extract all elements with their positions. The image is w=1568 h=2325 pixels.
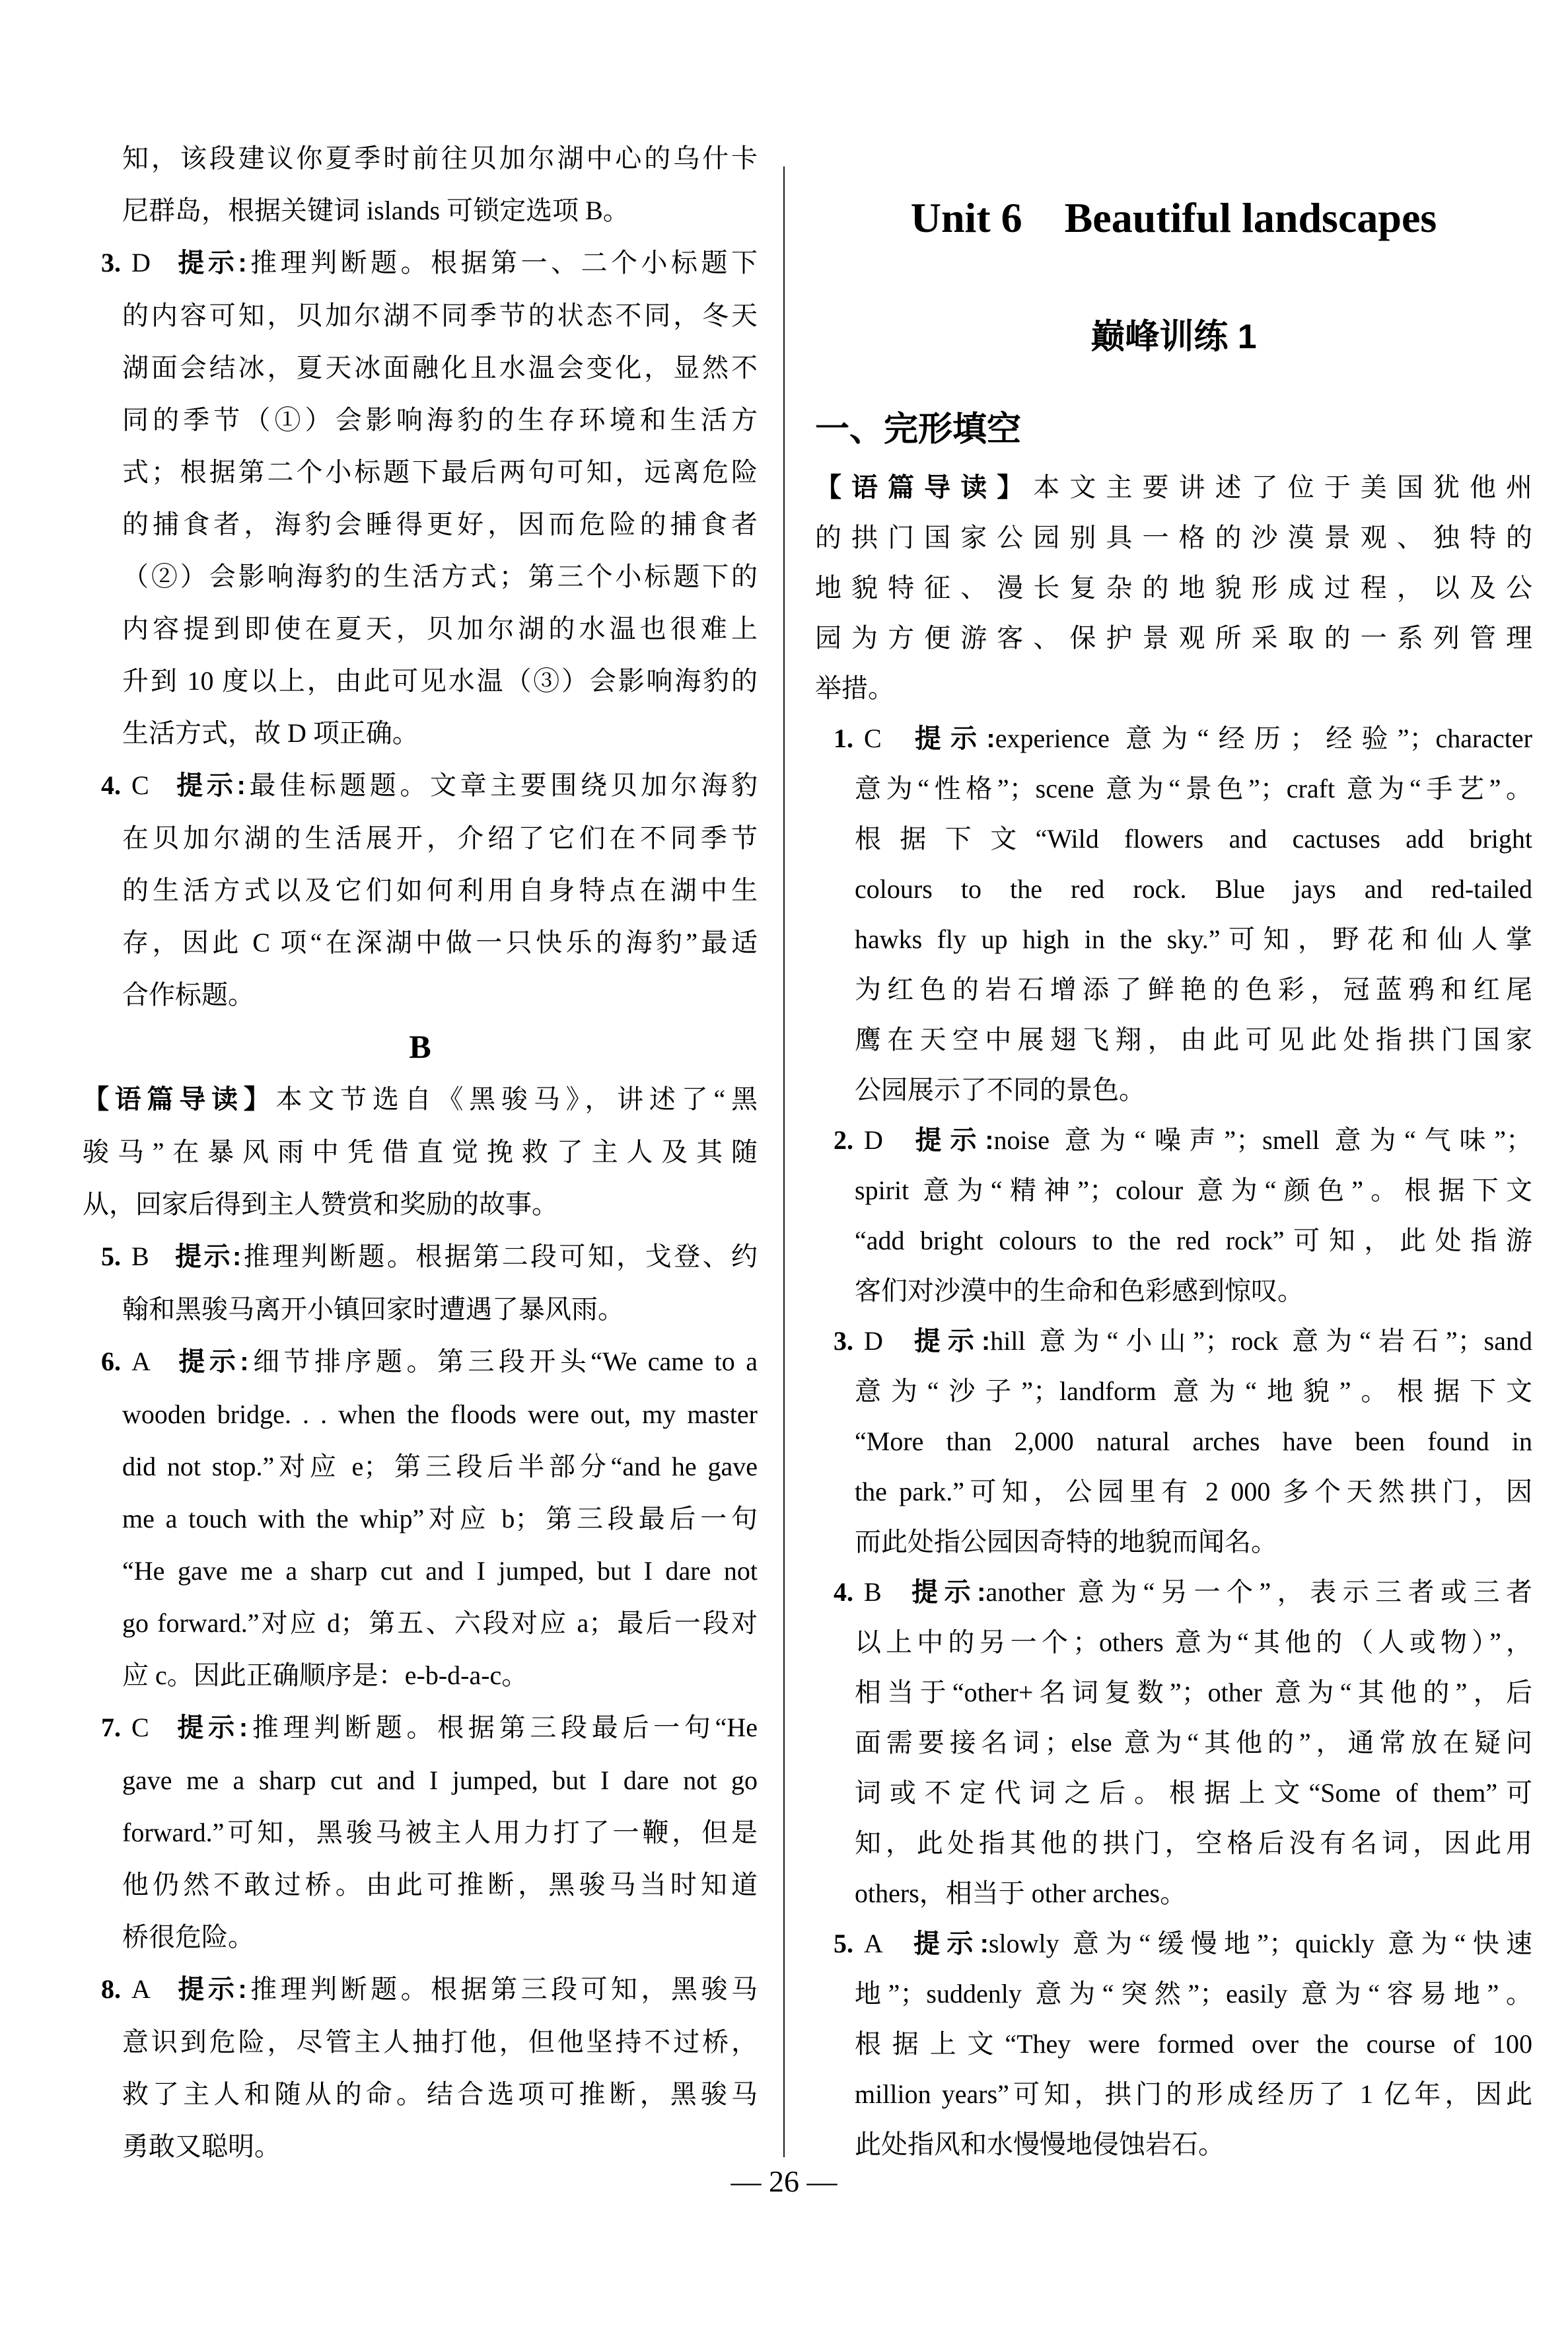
text-line	[815, 1567, 1532, 1617]
item-number: 3.	[834, 1326, 853, 1356]
intro-text: 本文节选自《黑骏马》，讲述了“黑	[275, 1084, 758, 1114]
hint-label: 提示:	[905, 1578, 986, 1607]
answer-item	[815, 714, 1532, 1115]
text-line: 地貌特征、漫长复杂的地貌形成过程，以及公	[815, 573, 1532, 603]
hint-label: 提示:	[174, 1347, 249, 1376]
text-line: 公园展示了不同的景色。	[855, 1075, 1145, 1105]
text-line	[83, 1335, 758, 1388]
text-line: 生活方式，故 D 项正确。	[122, 718, 419, 748]
text-line: go forward.”对应 d；第五、六段对应 a；最后一段对	[122, 1608, 758, 1638]
column-divider	[783, 166, 785, 2157]
text-line	[83, 1701, 758, 1754]
hint-label: 提示:	[906, 1929, 989, 1958]
hint-text: hill 意为“小山”；rock 意为“岩石”；sand	[990, 1326, 1532, 1356]
text-line: 同的季节（①）会影响海豹的生存环境和生活方	[122, 405, 758, 435]
text-line: （②）会影响海豹的生活方式；第三个小标题下的	[122, 562, 758, 591]
intro-label: 【语篇导读】	[815, 473, 1034, 502]
text-line: 根据下文“Wild flowers and cactuses add bright	[855, 824, 1532, 854]
text-line	[83, 1230, 758, 1283]
text-line: 客们对沙漠中的生命和色彩感到惊叹。	[855, 1276, 1304, 1306]
answer-letter: D	[864, 1125, 883, 1155]
text-line: 意为“性格”；scene 意为“景色”；craft 意为“手艺”。	[855, 774, 1532, 803]
answer-item	[815, 1115, 1532, 1316]
text-line: 湖面会结冰，夏天冰面融化且水温会变化，显然不	[122, 353, 758, 383]
item-number: 7.	[101, 1713, 121, 1742]
text-line: 意为“沙子”；landform 意为“地貌”。根据下文	[855, 1376, 1532, 1406]
item-number: 6.	[101, 1347, 121, 1376]
text-line: 内容提到即使在夏天，贝加尔湖的水温也很难上	[122, 614, 758, 644]
text-line: 应 c。因此正确顺序是：e-b-d-a-c。	[122, 1660, 528, 1690]
intro-label: 【语篇导读】	[83, 1085, 276, 1114]
text-line: forward.”可知，黑骏马被主人用力打了一鞭，但是	[122, 1818, 758, 1847]
answer-item	[83, 759, 758, 1021]
answer-letter: B	[131, 1241, 149, 1271]
text-line: 升到 10 度以上，由此可见水温（③）会影响海豹的	[122, 666, 758, 696]
text-line: 存，因此 C 项“在深湖中做一只快乐的海豹”最适	[122, 928, 758, 957]
text-line: 根据上文“They were formed over the course of 100	[855, 2029, 1532, 2059]
answer-letter: C	[131, 770, 149, 800]
text-line	[83, 1963, 758, 2016]
text-line: 以上中的另一个；others 意为“其他的（人或物）”，	[855, 1627, 1532, 1657]
text-line: 骏马”在暴风雨中凭借直觉挽救了主人及其随	[83, 1137, 758, 1167]
text-line: 翰和黑骏马离开小镇回家时遭遇了暴风雨。	[122, 1294, 624, 1324]
text-line: “He gave me a sharp cut and I jumped, but I dare not	[122, 1556, 758, 1586]
hint-text: 推理判断题。根据第三段可知，黑骏马	[246, 1974, 758, 2004]
text-line: 的生活方式以及它们如何利用自身特点在湖中生	[122, 875, 758, 905]
hint-label: 提示:	[172, 1242, 242, 1271]
answer-item	[83, 237, 758, 759]
text-line: 知，该段建议你夏季时前往贝加尔湖中心的乌什卡	[122, 143, 758, 173]
text-line: 意识到危险，尽管主人抽打他，但他坚持不过桥，	[122, 2027, 758, 2057]
text-line	[83, 237, 758, 289]
answer-letter: B	[864, 1577, 882, 1607]
hint-text: 推理判断题。根据第三段最后一句“He	[248, 1713, 758, 1742]
answer-item	[815, 1919, 1532, 2170]
hint-text: 最佳标题题。文章主要围绕贝加尔海豹	[245, 770, 758, 800]
text-line: 为红色的岩石增添了鲜艳的色彩，冠蓝鸦和红尾	[855, 975, 1532, 1004]
page-number: — 26 —	[731, 2164, 837, 2198]
text-line	[815, 714, 1532, 764]
text-line: others，相当于 other arches。	[855, 1878, 1187, 1908]
section-header: B	[409, 1028, 431, 1065]
text-line	[815, 462, 1532, 513]
text-line: 地”；suddenly 意为“突然”；easily 意为“容易地”。	[855, 1979, 1532, 2009]
text-line	[83, 1073, 758, 1126]
text-line	[815, 1919, 1532, 1969]
text-line: 的捕食者，海豹会睡得更好，因而危险的捕食者	[122, 509, 758, 539]
answer-letter: D	[864, 1326, 883, 1356]
continuation-paragraph	[83, 132, 758, 237]
answer-letter: A	[131, 1347, 151, 1376]
answer-item	[815, 1316, 1532, 1567]
left-column	[83, 132, 758, 2172]
text-line: 相当于“other+名词复数”；other 意为“其他的”，后	[855, 1678, 1532, 1707]
answer-item	[83, 1335, 758, 1701]
text-line: me a touch with the whip”对应 b；第三段最后一句	[122, 1504, 758, 1533]
text-line: colours to the red rock. Blue jays and red-tailed	[855, 874, 1532, 904]
hint-label: 提示:	[906, 1126, 994, 1155]
hint-text: noise 意为“噪声”；smell 意为“气味”；	[993, 1125, 1532, 1155]
unit-title: Unit 6 Beautiful landscapes	[910, 194, 1437, 241]
text-line: 从，回家后得到主人赞赏和奖励的故事。	[83, 1189, 558, 1219]
text-line: the park.”可知，公园里有 2 000 多个天然拱门，因	[855, 1477, 1532, 1506]
answer-letter: C	[864, 723, 882, 753]
item-number: 5.	[101, 1241, 121, 1271]
text-line: spirit 意为“精神”；colour 意为“颜色”。根据下文	[855, 1175, 1532, 1205]
hint-text: experience 意为“经历；经验”；character	[995, 723, 1532, 753]
text-line: 勇敢又聪明。	[122, 2131, 281, 2161]
hint-label: 提示:	[172, 1713, 248, 1742]
right-column	[815, 185, 1532, 2170]
hint-text: 推理判断题。根据第一、二个小标题下	[246, 248, 758, 277]
hint-text: 细节排序题。第三段开头“We came to a	[248, 1347, 758, 1376]
answer-item	[83, 1701, 758, 1963]
item-number: 2.	[834, 1125, 853, 1155]
text-line: 的内容可知，贝加尔湖不同季节的状态不同，冬天	[122, 301, 758, 330]
answer-letter: A	[864, 1929, 883, 1958]
text-line	[815, 1316, 1532, 1366]
text-line: 尼群岛，根据关键词 islands 可锁定选项 B。	[122, 196, 629, 225]
hint-label: 提示:	[174, 248, 247, 277]
intro-paragraph	[83, 1073, 758, 1230]
text-line	[815, 1115, 1532, 1165]
text-line: 救了主人和随从的命。结合选项可推断，黑骏马	[122, 2079, 758, 2109]
text-line: million years”可知，拱门的形成经历了 1 亿年，因此	[855, 2079, 1532, 2109]
text-line	[83, 759, 758, 812]
text-line: 知，此处指其他的拱门，空格后没有名词，因此用	[855, 1828, 1532, 1858]
hint-label: 提示:	[906, 1327, 991, 1356]
item-number: 4.	[834, 1577, 853, 1607]
text-line: 园为方便游客、保护景观所采取的一系列管理	[815, 623, 1532, 653]
intro-paragraph	[815, 462, 1532, 714]
text-line: 鹰在天空中展翅飞翔，由此可见此处指拱门国家	[855, 1025, 1532, 1054]
text-line: gave me a sharp cut and I jumped, but I dare not go	[122, 1765, 758, 1795]
text-line: 此处指风和水慢慢地侵蚀岩石。	[855, 2129, 1225, 2159]
item-number: 4.	[101, 770, 121, 800]
training-title: 巅峰训练 1	[1090, 318, 1257, 356]
text-line: hawks fly up high in the sky.”可知，野花和仙人掌	[855, 924, 1532, 954]
item-number: 1.	[834, 723, 853, 753]
item-number: 5.	[834, 1929, 853, 1958]
section-title: 一、完形填空	[815, 410, 1022, 449]
answer-item	[815, 1567, 1532, 1919]
answer-letter: C	[131, 1713, 149, 1742]
right-column-blocks	[815, 462, 1532, 2170]
item-number: 8.	[101, 1974, 121, 2004]
answer-item	[83, 1230, 758, 1335]
text-line: 而此处指公园因奇特的地貌而闻名。	[855, 1527, 1277, 1557]
text-line: 式；根据第二个小标题下最后两句可知，远离危险	[122, 457, 758, 487]
text-line: wooden bridge. . . when the floods were out, my master	[122, 1399, 758, 1429]
text-line: “add bright colours to the red rock”可知，此处指游	[855, 1226, 1532, 1255]
text-line: 面需要接名词；else 意为“其他的”，通常放在疑问	[855, 1728, 1532, 1757]
text-line: 举措。	[815, 673, 894, 703]
text-line: did not stop.”对应 e；第三段后半部分“and he gave	[122, 1452, 758, 1481]
hint-text: slowly 意为“缓慢地”；quickly 意为“快速	[988, 1929, 1532, 1958]
text-line: 词或不定代词之后。根据上文“Some of them”可	[855, 1778, 1532, 1808]
hint-text: another 意为“另一个”，表示三者或三者	[985, 1577, 1532, 1607]
hint-label: 提示:	[172, 771, 246, 800]
text-line: 桥很危险。	[122, 1922, 254, 1952]
text-line: “More than 2,000 natural arches have been found in	[855, 1426, 1532, 1456]
answer-letter: A	[131, 1974, 151, 2004]
item-number: 3.	[101, 248, 121, 277]
hint-text: 推理判断题。根据第二段可知，戈登、约	[241, 1241, 758, 1271]
text-line: 他仍然不敢过桥。由此可推断，黑骏马当时知道	[122, 1870, 758, 1900]
intro-text: 本文主要讲述了位于美国犹他州	[1033, 472, 1533, 502]
answer-item	[83, 1963, 758, 2172]
text-line: 的拱门国家公园别具一格的沙漠景观、独特的	[815, 523, 1532, 552]
answer-letter: D	[131, 248, 151, 277]
hint-label: 提示:	[174, 1975, 247, 2004]
text-line: 在贝加尔湖的生活展开，介绍了它们在不同季节	[122, 823, 758, 853]
hint-label: 提示:	[905, 724, 995, 753]
text-line: 合作标题。	[122, 980, 254, 1010]
